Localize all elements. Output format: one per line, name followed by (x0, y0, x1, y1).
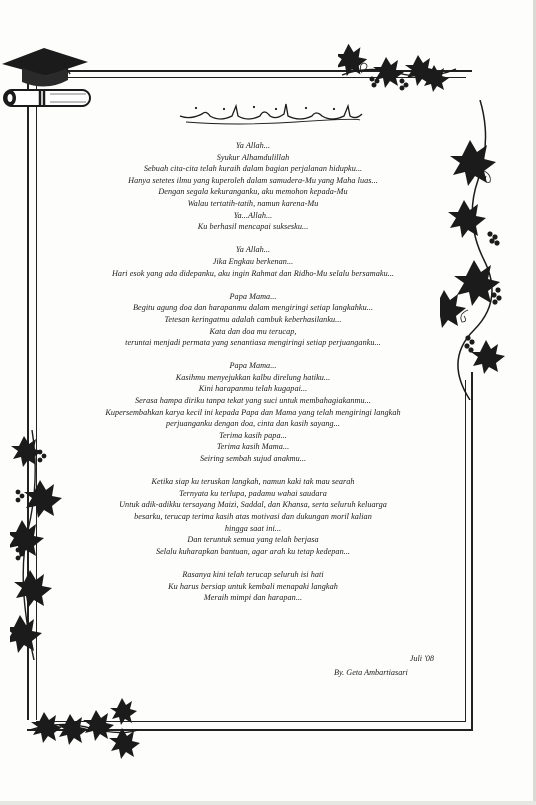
frame-right-outer (471, 372, 473, 731)
poem-line: teruntai menjadi permata yang senantiasa mengiringi setiap perjuanganku... (125, 338, 381, 348)
poem-line: Sebuah cita-cita telah kuraih dalam bagian perjalanan hidupku... (143, 164, 363, 174)
page-edge-bottom (0, 801, 536, 805)
basmala-calligraphy (176, 98, 366, 126)
frame-bottom-outer (27, 729, 472, 731)
stanza-gap (44, 465, 462, 477)
poem-line: Untuk adik-adikku tersayang Maizi, Saddal, dan Khansa, serta seluruh keluarga (119, 500, 387, 510)
poem-line: Ku berhasil mencapai suksesku... (197, 222, 309, 232)
poem-line: Kasihmu menyejukkan kalbu direlung hatiku... (175, 372, 331, 382)
stanza-gap (44, 557, 462, 569)
poem-line: Begitu agung doa dan harapanmu dalam mengiringi setiap langkahku... (132, 303, 374, 313)
poem-line: Meraih mimpi dan harapan... (203, 593, 303, 603)
poem-line: Hanya setetes ilmu yang kuperoleh dalam samudera-Mu yang Maha luas... (128, 175, 378, 185)
poem-line: Selalu kuharapkan bantuan, agar arah ku tetap kedepan... (155, 546, 351, 556)
poem-line: Terima kasih papa... (219, 430, 287, 440)
poem-line: Tetesan keringatmu adalah cambuk keberhasilanku... (164, 314, 342, 324)
frame-top-inner (36, 77, 466, 78)
poem-line: Syukur Alhamdulillah (216, 152, 290, 162)
poem-line: Rasanya kini telah terucap seluruh isi hati (182, 569, 324, 579)
frame-top-outer (36, 70, 472, 72)
poem-line: Hari esok yang ada didepanku, aku ingin Rahmat dan Ridho-Mu selalu bersamaku... (111, 268, 395, 278)
frame-right-inner (465, 380, 466, 722)
poem-line: besarku, terucap terima kasih atas motivasi dan dukungan moril kalian (134, 512, 372, 521)
poem-line: Seiring sembah sujud anakmu... (199, 454, 307, 464)
poem-line: Ya Allah... (235, 245, 271, 255)
poem-line: Ya...Allah... (233, 210, 273, 220)
stanza-gap (44, 233, 462, 245)
poem-line: perjuanganku dengan doa, cinta dan kasih sayang... (166, 419, 340, 429)
stanza-gap (44, 349, 462, 361)
poem-line: Jika Engkau berkenan... (212, 256, 294, 266)
poem-line: Ya Allah... (235, 141, 271, 150)
signature-block (330, 652, 440, 680)
poem-line: Papa Mama... (229, 361, 277, 371)
poem-body (44, 140, 462, 604)
poem-line: Ketika siap ku teruskan langkah, namun kaki tak mau searah (151, 477, 355, 487)
poem-line: Serasa hampa diriku tanpa tekat yang suci untuk membahagiakanmu... (135, 396, 371, 406)
signature-date: Juli '08 (409, 654, 434, 663)
poem-line: Walau tertatih-tatih, namun karena-Mu (187, 198, 319, 208)
poem-line: Kata dan doa mu terucap, (209, 326, 297, 336)
frame-bottom-inner (36, 721, 466, 722)
signature-author: By. Geta Ambartiasari (334, 668, 408, 677)
poem-line: Dan teruntuk semua yang telah berjasa (187, 535, 319, 545)
frame-left-outer (27, 70, 29, 720)
poem-stanza (44, 244, 462, 279)
poem-line: Ternyata ku terlupa, padamu wahai saudara (179, 488, 327, 498)
poem-stanza (44, 476, 462, 557)
poem-line: Kini harapanmu telah kugapai... (198, 384, 308, 394)
grape-vine-ornament (30, 690, 140, 760)
poem-line: hingga saat ini... (224, 523, 282, 533)
poem-line: Ku harus bersiap untuk kembali menapaki langkah (168, 581, 338, 591)
poem-line: Kupersembahkan karya kecil ini kepada Papa dan Mama yang telah mengiringi langkah (105, 407, 401, 417)
poem-stanza (44, 140, 462, 233)
diploma-scroll-icon (4, 90, 90, 106)
poem-line: Dengan segala kekuranganku, aku memohon kepada-Mu (158, 187, 348, 197)
stanza-gap (44, 279, 462, 291)
frame-left-inner (36, 77, 37, 720)
graduation-cap-icon (0, 44, 98, 116)
poem-line: Terima kasih Mama... (216, 442, 290, 452)
poem-line: Papa Mama... (229, 291, 277, 301)
poem-stanza (44, 360, 462, 464)
poem-stanza (44, 291, 462, 349)
poem-stanza (44, 569, 462, 604)
